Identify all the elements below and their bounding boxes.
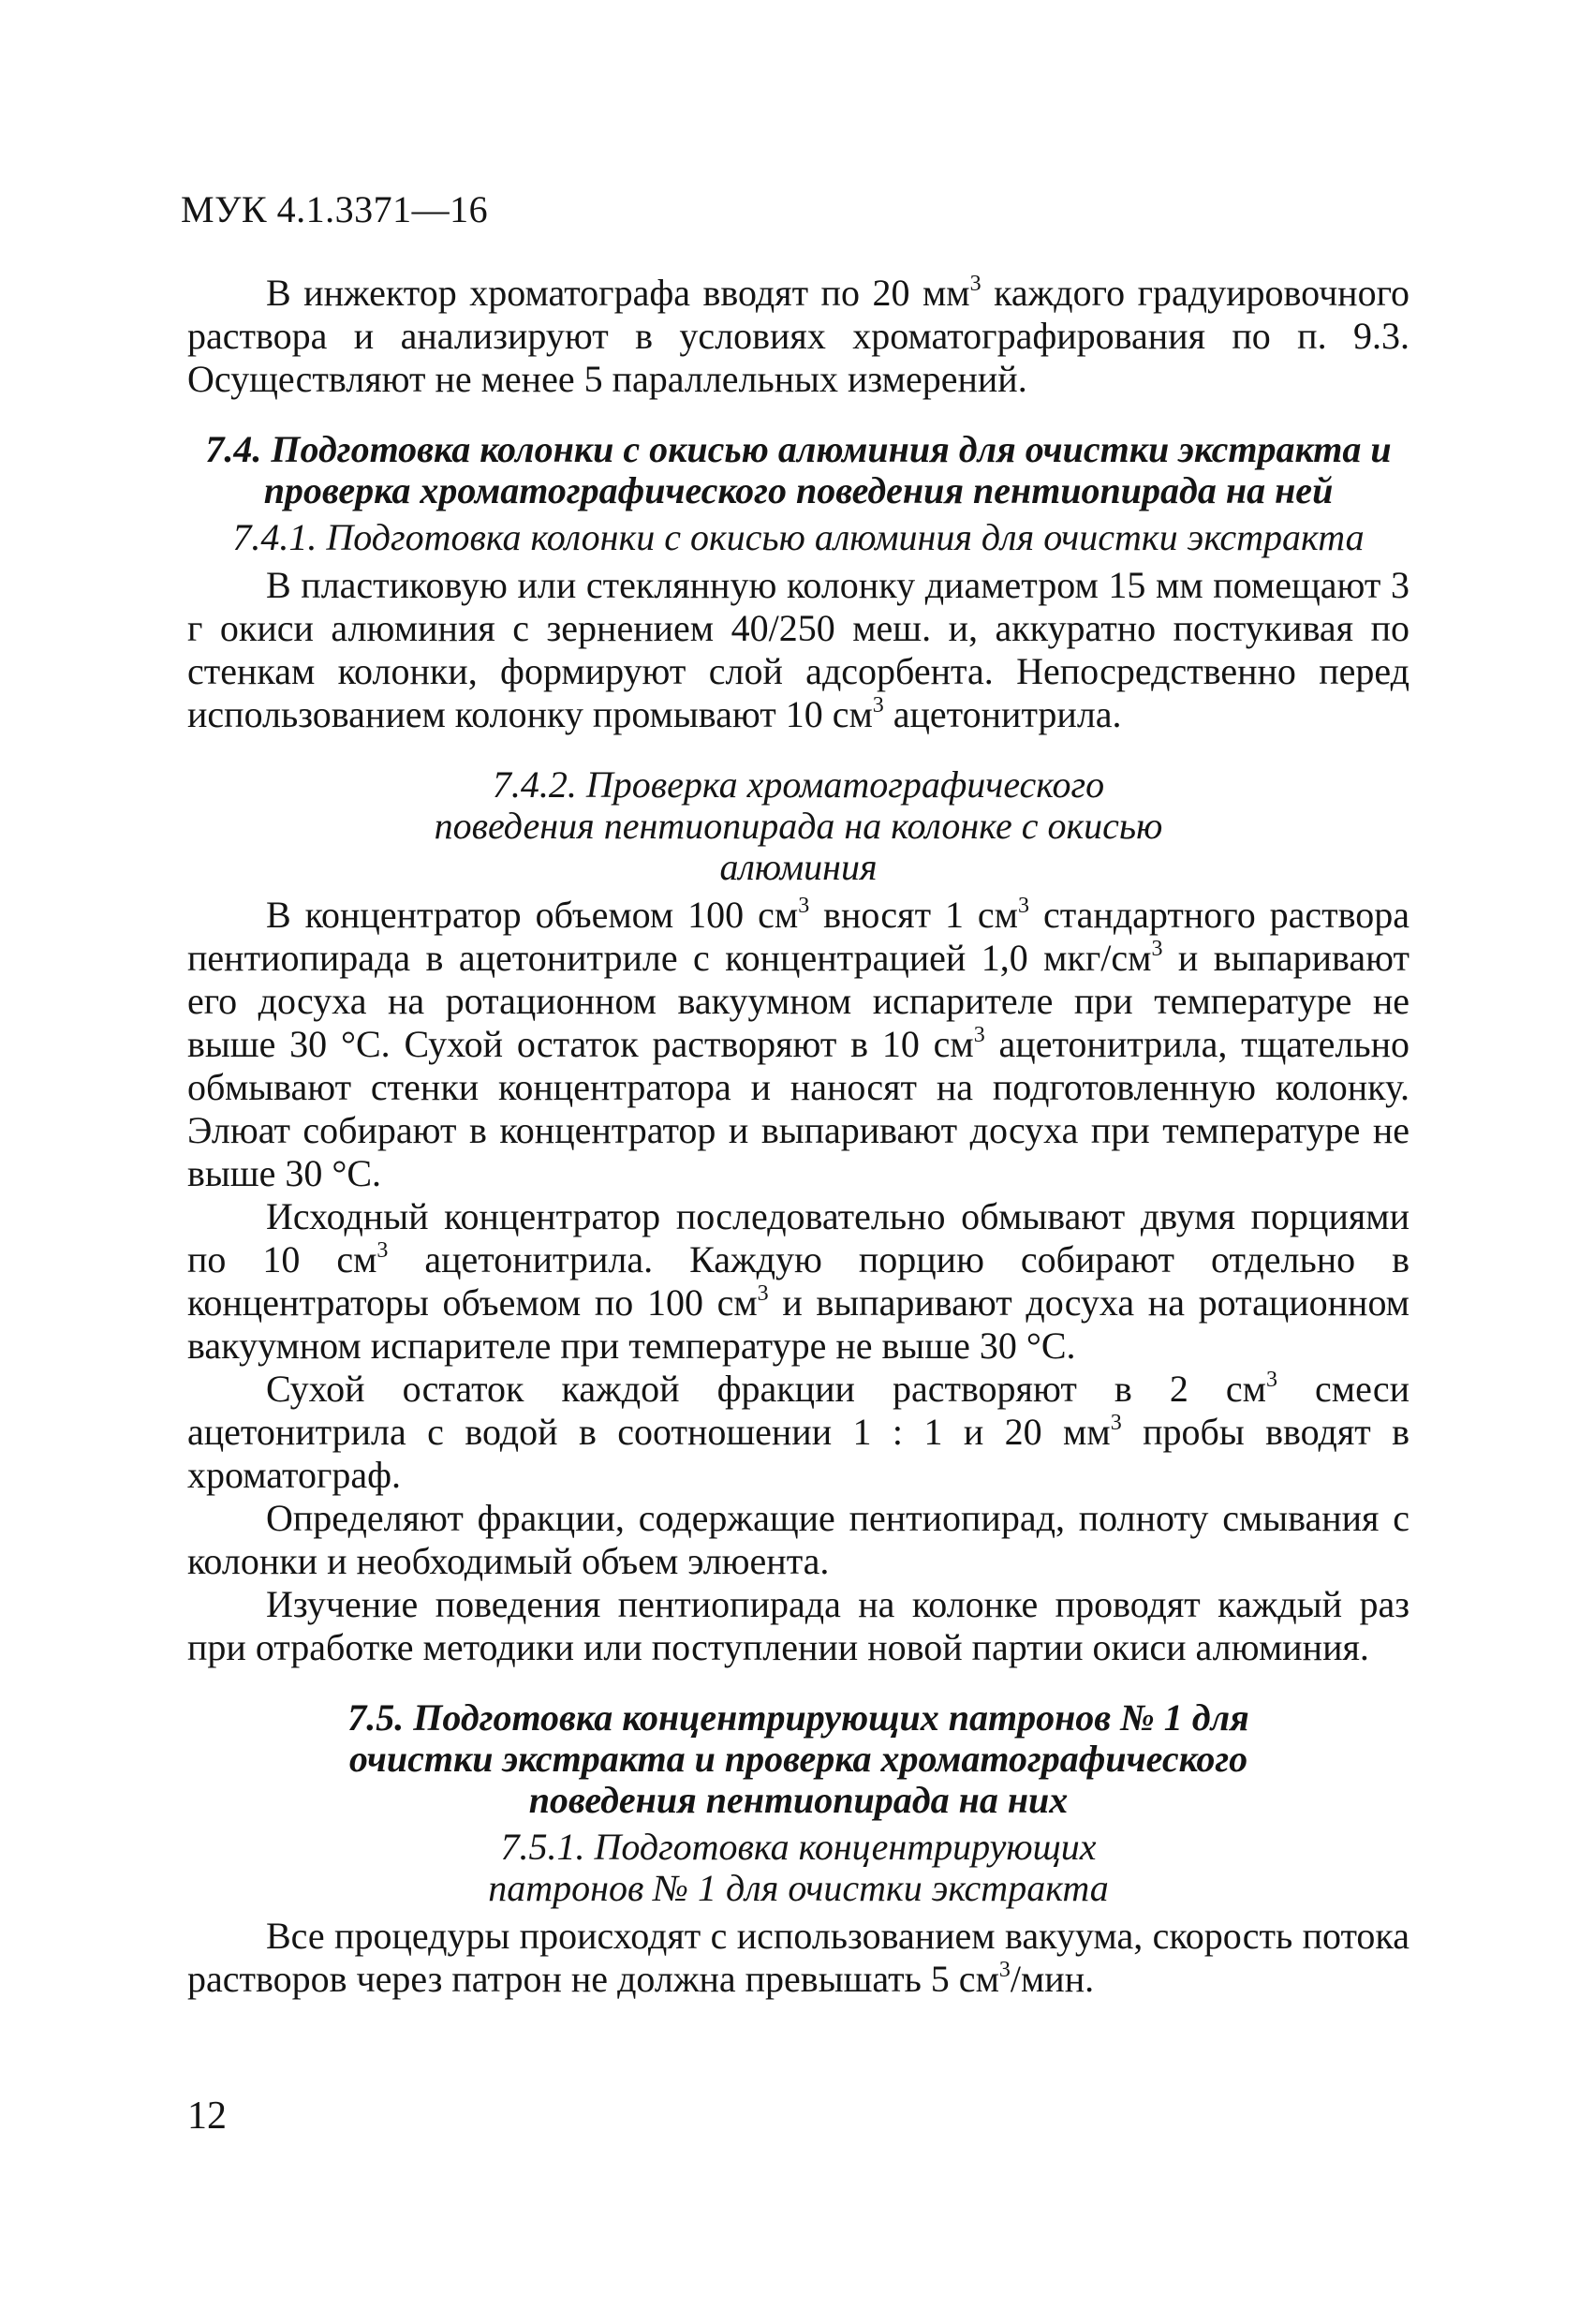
paragraph: В концентратор объемом 100 $см^3$ вносят 1 $см^3$ стандартного раствора пентиопирада в ацетонитриле с концентрацией 1,0 мкг/$см^3$ и выпаривают его досуха на ротационном вакуумном испарителе при температуре не выше 30 °С. Сухой остаток растворяют в 10 $см^3$ ацетонитрила, тщательно обмывают стенки концентратора и наносят на подготовленную колонку. Элюат собирают в концентратор и выпаривают досуха при температуре не выше 30 °С. <box>187 893 1410 1194</box>
paragraph: Изучение поведения пентиопирада на колонке проводят каждый раз при отработке методики или поступлении новой партии окиси алюминия. <box>187 1583 1410 1668</box>
paragraph: Исходный концентратор последовательно обмывают двумя порциями по 10 $см^3$ ацетонитрила. Каждую порцию собирают отдельно в концентраторы объемом по 100 $см^3$ и выпаривают досуха на ротационном вакуумном испарителе при температуре не выше 30 °С. <box>187 1195 1410 1367</box>
subsection-heading-7-4-1: 7.4.1. Подготовка колонки с окисью алюминия для очистки экстракта <box>232 516 1365 558</box>
paragraph: В пластиковую или стеклянную колонку диаметром 15 мм помещают 3 г окиси алюминия с зернением 40/250 меш. и, аккуратно постукивая по стенкам колонки, формируют слой адсорбента. Непосредственно перед использованием колонку промывают 10 $см^3$ ацетонитрила. <box>187 564 1410 735</box>
paragraph: Все процедуры происходят с использованием вакуума, скорость потока растворов через патрон не должна превышать 5 $см^3$/мин. <box>187 1915 1410 2000</box>
paragraph: Определяют фракции, содержащие пентиопирад, полноту смывания с колонки и необходимый объем элюента. <box>187 1497 1410 1582</box>
section-heading-7-5: 7.5. Подготовка концентрирующих патронов № 1 для очистки экстракта и проверка хроматографического поведения пентиопирада на них <box>347 1696 1249 1821</box>
document-code: МУК 4.1.3371—16 <box>181 188 489 230</box>
subsection-heading-7-4-2: 7.4.2. Проверка хроматографического поведения пентиопирада на колонке с окисью алюминия <box>434 763 1163 888</box>
page-number: 12 <box>187 2095 227 2138</box>
subsection-heading-7-5-1: 7.5.1. Подготовка концентрирующих патронов № 1 для очистки экстракта <box>488 1826 1109 1909</box>
section-heading-7-4: 7.4. Подготовка колонки с окисью алюминия для очистки экстракта и проверка хроматографического поведения пентиопирада на ней <box>205 428 1392 511</box>
paragraph: Сухой остаток каждой фракции растворяют в 2 $см^3$ смеси ацетонитрила с водой в соотношении 1 : 1 и 20 $мм^3$ пробы вводят в хроматограф. <box>187 1367 1410 1496</box>
paragraph: В инжектор хроматографа вводят по 20 $мм^3$ каждого градуировочного раствора и анализируют в условиях хроматографирования по п. 9.3. Осуществляют не менее 5 параллельных измерений. <box>187 271 1410 400</box>
page-body <box>187 272 1410 2001</box>
